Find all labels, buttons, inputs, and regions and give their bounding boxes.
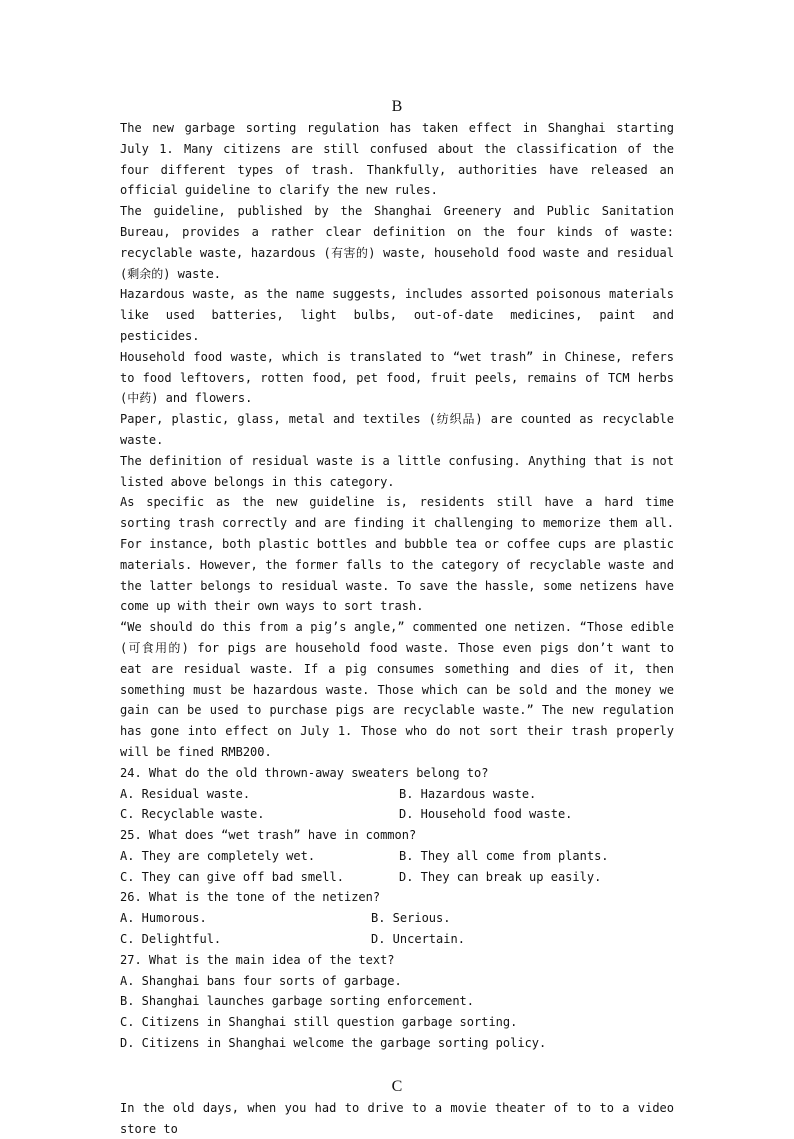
paragraph-recyclable: Paper, plastic, glass, metal and textiles (纺织品) are counted as recyclable waste.	[120, 412, 674, 447]
option-d: D. Household food waste.	[399, 807, 573, 822]
option-row	[120, 908, 674, 929]
option-row	[120, 867, 674, 888]
question-26	[120, 887, 674, 949]
paragraph-intro: The new garbage sorting regulation has taken effect in Shanghai starting July 1. Many citizens are still confused about the classification of the four different types of trash. Thankfully, authorities have released an official guideline to clarify the new rules.	[120, 121, 674, 198]
paragraph-residents: As specific as the new guideline is, residents still have a hard time sorting trash correctly and are finding it challenging to memorize them all. For instance, both plastic bottles and bubble tea or coffee cups are plastic materials. However, the former falls to the category of recyclable waste and the latter belongs to residual waste. To save the hassle, some netizens have come up with their own ways to sort trash.	[120, 495, 674, 614]
paragraph-section-c: In the old days, when you had to drive to a movie theater of to to a video store to	[120, 1100, 674, 1136]
option-b: B. Shanghai launches garbage sorting enforcement.	[120, 994, 475, 1009]
option-a: A. They are completely wet.	[120, 848, 316, 863]
question-25	[120, 825, 674, 887]
option-c: C. Citizens in Shanghai still question garbage sorting.	[120, 1015, 518, 1030]
option-a: A. Residual waste.	[120, 786, 251, 801]
option-row	[120, 846, 674, 867]
option-row	[120, 784, 674, 805]
option-a: A. Humorous.	[120, 911, 207, 926]
question-stem: 24. What do the old thrown-away sweaters belong to?	[120, 765, 489, 780]
document-page	[120, 96, 674, 1139]
option-b: B. They all come from plants.	[399, 848, 609, 863]
paragraph-residual: The definition of residual waste is a little confusing. Anything that is not listed above belongs in this category.	[120, 453, 674, 489]
option-d: D. Citizens in Shanghai welcome the garbage sorting policy.	[120, 1036, 547, 1051]
paragraph-food-waste: Household food waste, which is translated to “wet trash” in Chinese, refers to food leftovers, rotten food, pet food, fruit peels, remains of TCM herbs (中药) and flowers.	[120, 349, 674, 406]
paragraph-guideline: The guideline, published by the Shanghai Greenery and Public Sanitation Bureau, provides a rather clear definition on the four kinds of waste: recyclable waste, hazardous (有害的) waste, household food waste and residual (剩余的) waste.	[120, 204, 674, 281]
option-c: C. They can give off bad smell.	[120, 869, 344, 884]
option-b: B. Hazardous waste.	[399, 786, 537, 801]
section-c-heading: C	[391, 1077, 403, 1095]
question-stem: 25. What does “wet trash” have in common?	[120, 828, 417, 843]
option-b: B. Serious.	[371, 911, 451, 926]
option-c: C. Delightful.	[120, 932, 222, 947]
option-row	[120, 929, 674, 950]
option-a: A. Shanghai bans four sorts of garbage.	[120, 973, 402, 988]
question-stem: 26. What is the tone of the netizen?	[120, 890, 381, 905]
question-24	[120, 763, 674, 825]
option-row	[120, 804, 674, 825]
question-stem: 27. What is the main idea of the text?	[120, 952, 395, 967]
question-27	[120, 950, 674, 1054]
option-d: D. Uncertain.	[371, 932, 465, 947]
option-c: C. Recyclable waste.	[120, 807, 265, 822]
section-b-heading: B	[391, 98, 403, 115]
option-d: D. They can break up easily.	[399, 869, 602, 884]
paragraph-netizen-quote: “We should do this from a pig’s angle,” commented one netizen. “Those edible (可食用的) for pigs are household food waste. Those even pigs don’t want to eat are residual waste. If a pig consumes something and dies of it, then something must be hazardous waste. Those which can be sold and the money we gain can be used to purchase pigs are recyclable waste.” The new regulation has gone into effect on July 1. Those who do not sort their trash properly will be fined RMB200.	[120, 620, 674, 759]
paragraph-hazardous: Hazardous waste, as the name suggests, includes assorted poisonous materials like used batteries, light bulbs, out-of-date medicines, paint and pesticides.	[120, 287, 674, 343]
